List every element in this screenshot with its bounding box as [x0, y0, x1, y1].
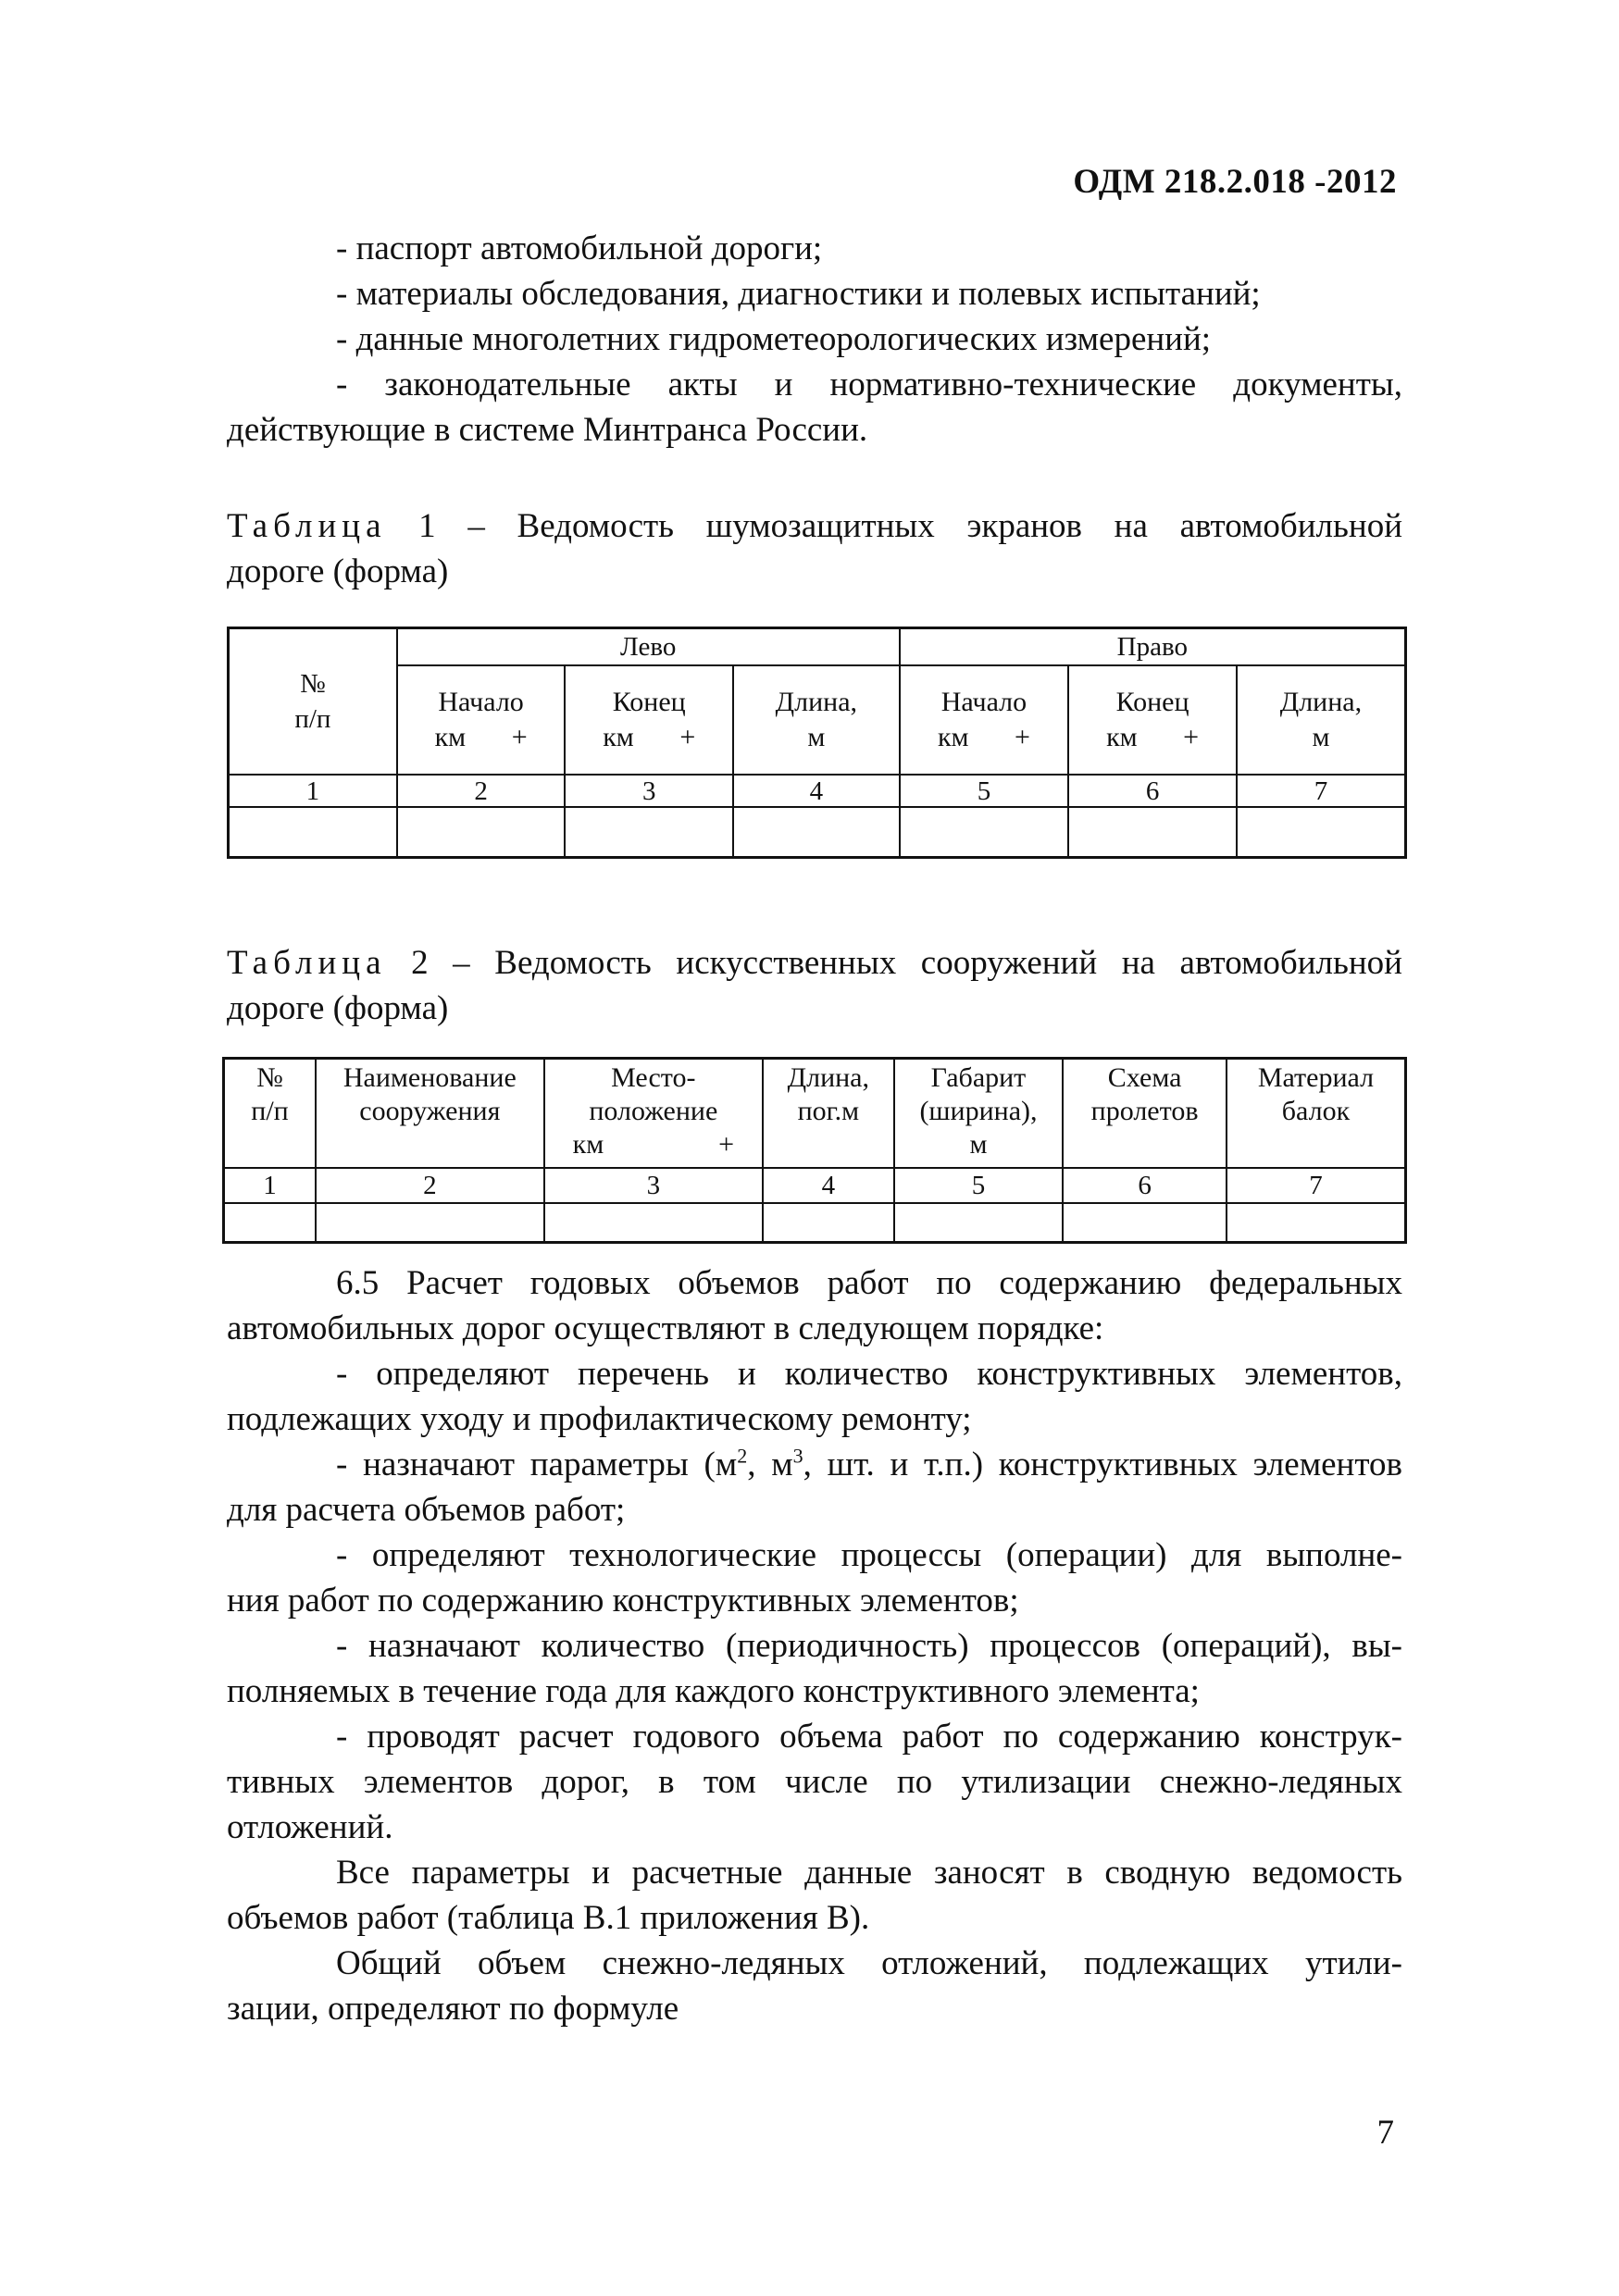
list-item: - назначают параметры ($м^2$, $м^3$, шт. и т.п.) конструктивных элементов — [336, 1444, 1402, 1483]
list-item: - данные многолетних гидрометеорологических измерений; — [336, 320, 1212, 358]
paragraph: автомобильных дорог осуществляют в следующем порядке: — [227, 1309, 1104, 1347]
column-number: 4 — [763, 1168, 894, 1203]
list-item: отложений. — [227, 1808, 393, 1846]
table-row-empty — [224, 1203, 1406, 1243]
noise-screens-table — [227, 627, 1407, 859]
list-item: - проводят расчет годового объема работ по содержанию конструк- — [336, 1718, 1402, 1756]
list-item: тивных элементов дорог, в том числе по утилизации снежно-ледяных — [227, 1763, 1402, 1801]
header-cell-right-start: Начало км + — [900, 665, 1069, 775]
column-number: 5 — [894, 1168, 1064, 1203]
list-item: - паспорт автомобильной дороги; — [336, 230, 823, 267]
body-text — [227, 1260, 1402, 2031]
column-number: 6 — [1068, 775, 1237, 807]
list-item: - назначают количество (периодичность) процессов (операций), вы- — [336, 1627, 1402, 1665]
intro-list — [227, 226, 1402, 453]
list-item: действующие в системе Минтранса России. — [227, 411, 868, 449]
column-number: 1 — [229, 775, 397, 807]
header-cell-location: Место- положение км + — [544, 1059, 763, 1169]
list-item: для расчета объемов работ; — [227, 1491, 626, 1529]
table-header-row — [229, 628, 1406, 666]
header-left-group: Лево — [397, 628, 900, 666]
header-cell-right-end: Конец км + — [1068, 665, 1237, 775]
list-item: подлежащих уходу и профилактическому ремонту; — [227, 1400, 972, 1438]
list-item: полняемых в течение года для каждого конструктивного элемента; — [227, 1672, 1200, 1710]
table2-caption-line2: дороге (форма) — [227, 989, 449, 1027]
table-row-column-numbers — [224, 1168, 1406, 1203]
list-item: - законодательные акты и нормативно-технические документы, — [336, 366, 1402, 403]
column-number: 3 — [565, 775, 733, 807]
table1-caption-word: Таблица — [227, 507, 387, 545]
header-right-group: Право — [900, 628, 1406, 666]
header-cell-length: Длина, пог.м — [763, 1059, 894, 1169]
header-cell-dimension: Габарит (ширина), м — [894, 1059, 1064, 1169]
header-cell-right-length: Длина, м — [1237, 665, 1406, 775]
column-number: 7 — [1237, 775, 1406, 807]
list-item: - определяют перечень и количество конструктивных элементов, — [336, 1355, 1402, 1393]
paragraph: объемов работ (таблица В.1 приложения В). — [227, 1899, 870, 1937]
column-number: 5 — [900, 775, 1069, 807]
column-number: 6 — [1063, 1168, 1227, 1203]
header-cell-number: № п/п — [224, 1059, 317, 1169]
table2-caption-text: 2 – Ведомость искусственных сооружений на автомобильной — [386, 944, 1402, 982]
paragraph: 6.5 Расчет годовых объемов работ по содержанию федеральных — [336, 1264, 1402, 1302]
list-item: - материалы обследования, диагностики и полевых испытаний; — [336, 275, 1261, 313]
table2-caption — [227, 940, 1402, 1031]
table-header-row — [224, 1059, 1406, 1169]
list-item: ния работ по содержанию конструктивных элементов; — [227, 1582, 1019, 1620]
column-number: 4 — [733, 775, 900, 807]
column-number: 7 — [1227, 1168, 1406, 1203]
table2-caption-word: Таблица — [227, 944, 387, 982]
artificial-structures-table — [222, 1057, 1407, 1244]
document-code: ОДМ 218.2.018 -2012 — [1073, 163, 1397, 201]
header-cell-number: № п/п — [229, 628, 397, 776]
paragraph: Общий объем снежно-ледяных отложений, подлежащих утили- — [336, 1944, 1402, 1982]
table-subheader-row — [229, 665, 1406, 775]
column-number: 2 — [316, 1168, 544, 1203]
header-cell-span-scheme: Схема пролетов — [1063, 1059, 1227, 1169]
table1-caption-line2: дороге (форма) — [227, 552, 449, 590]
table-row-empty — [229, 807, 1406, 858]
table-row-column-numbers — [229, 775, 1406, 807]
header-cell-beam-material: Материал балок — [1227, 1059, 1406, 1169]
page-number: 7 — [1376, 2114, 1394, 2152]
table1-caption-text: 1 – Ведомость шумозащитных экранов на автомобильной — [386, 507, 1402, 545]
table1-caption — [227, 503, 1402, 594]
column-number: 2 — [397, 775, 566, 807]
paragraph: Все параметры и расчетные данные заносят в сводную ведомость — [336, 1854, 1402, 1892]
paragraph: зации, определяют по формуле — [227, 1990, 679, 2028]
column-number: 1 — [224, 1168, 317, 1203]
header-cell-left-length: Длина, м — [733, 665, 900, 775]
header-cell-left-end: Конец км + — [565, 665, 733, 775]
header-cell-name: Наименование сооружения — [316, 1059, 544, 1169]
list-item: - определяют технологические процессы (операции) для выполне- — [336, 1536, 1402, 1574]
column-number: 3 — [544, 1168, 763, 1203]
header-cell-left-start: Начало км + — [397, 665, 566, 775]
